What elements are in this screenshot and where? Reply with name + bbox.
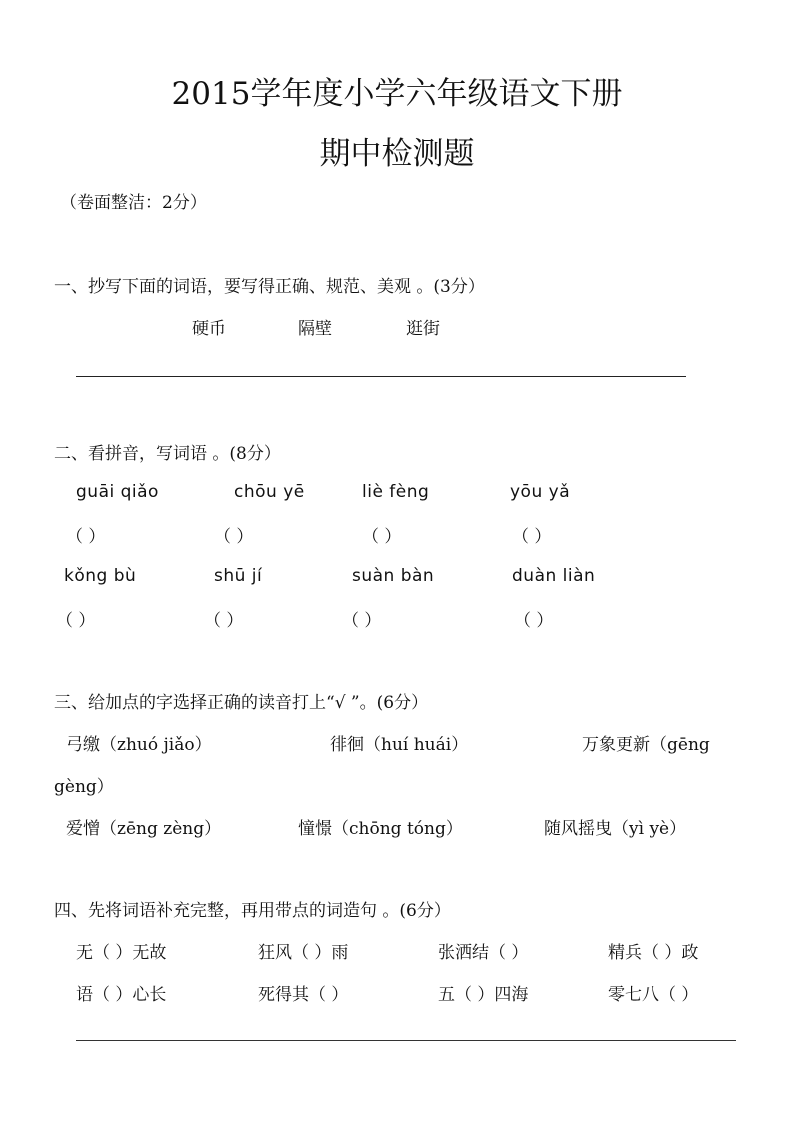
section-3-heading: 三、给加点的字选择正确的读音打上“√ ”。(6分） [54, 693, 429, 713]
answer-blank[interactable]: （ ） [512, 527, 552, 547]
pinyin-item: kǒng bù [64, 566, 137, 586]
pinyin-item: yōu yǎ [510, 482, 571, 502]
word-item: 隔壁 [298, 319, 332, 339]
copy-writing-line[interactable] [76, 376, 686, 377]
answer-blank[interactable]: （ ） [56, 611, 96, 631]
idiom-item[interactable]: 张洒结（ ） [438, 943, 529, 963]
pinyin-item: liè fèng [362, 482, 430, 502]
pronunciation-continuation[interactable]: gèng） [54, 777, 114, 797]
page-title: 2015学年度小学六年级语文下册 [171, 76, 623, 112]
word-item: 逛街 [406, 319, 440, 339]
pinyin-item: guāi qiǎo [76, 482, 159, 502]
pinyin-item: suàn bàn [352, 566, 435, 586]
idiom-item[interactable]: 零七八（ ） [608, 985, 699, 1005]
pinyin-item: chōu yē [234, 482, 305, 502]
idiom-item[interactable]: 死得其（ ） [258, 985, 349, 1005]
pronunciation-item[interactable]: 徘徊（huí huái） [330, 735, 469, 755]
pronunciation-item[interactable]: 憧憬（chōng tóng） [298, 819, 463, 839]
answer-blank[interactable]: （ ） [66, 527, 106, 547]
pinyin-item: shū jí [214, 566, 263, 586]
pronunciation-item[interactable]: 爱憎（zēng zèng） [66, 819, 222, 839]
answer-blank[interactable]: （ ） [204, 611, 244, 631]
section-1-heading: 一、抄写下面的词语，要写得正确、规范、美观 。(3分） [54, 277, 485, 297]
word-item: 硬币 [192, 319, 226, 339]
idiom-item[interactable]: 精兵（ ）政 [608, 943, 699, 963]
pronunciation-item[interactable]: 随风摇曳（yì yè） [544, 819, 687, 839]
idiom-item[interactable]: 五（ ）四海 [438, 985, 529, 1005]
pronunciation-item[interactable]: 弓缴（zhuó jiǎo） [66, 735, 212, 755]
page-subtitle: 期中检测题 [319, 136, 475, 172]
idiom-item[interactable]: 狂风（ ）雨 [258, 943, 349, 963]
neatness-note: （卷面整洁：2分） [60, 193, 207, 213]
section-4-heading: 四、先将词语补充完整，再用带点的词造句 。(6分） [54, 901, 451, 921]
answer-blank[interactable]: （ ） [342, 611, 382, 631]
sentence-writing-line[interactable] [76, 1040, 736, 1041]
answer-blank[interactable]: （ ） [214, 527, 254, 547]
idiom-item[interactable]: 无（ ）无故 [76, 943, 167, 963]
answer-blank[interactable]: （ ） [362, 527, 402, 547]
pronunciation-item[interactable]: 万象更新（gēng [582, 735, 710, 755]
answer-blank[interactable]: （ ） [514, 611, 554, 631]
section-2-heading: 二、看拼音，写词语 。(8分） [54, 444, 281, 464]
pinyin-item: duàn liàn [512, 566, 596, 586]
idiom-item[interactable]: 语（ ）心长 [76, 985, 167, 1005]
